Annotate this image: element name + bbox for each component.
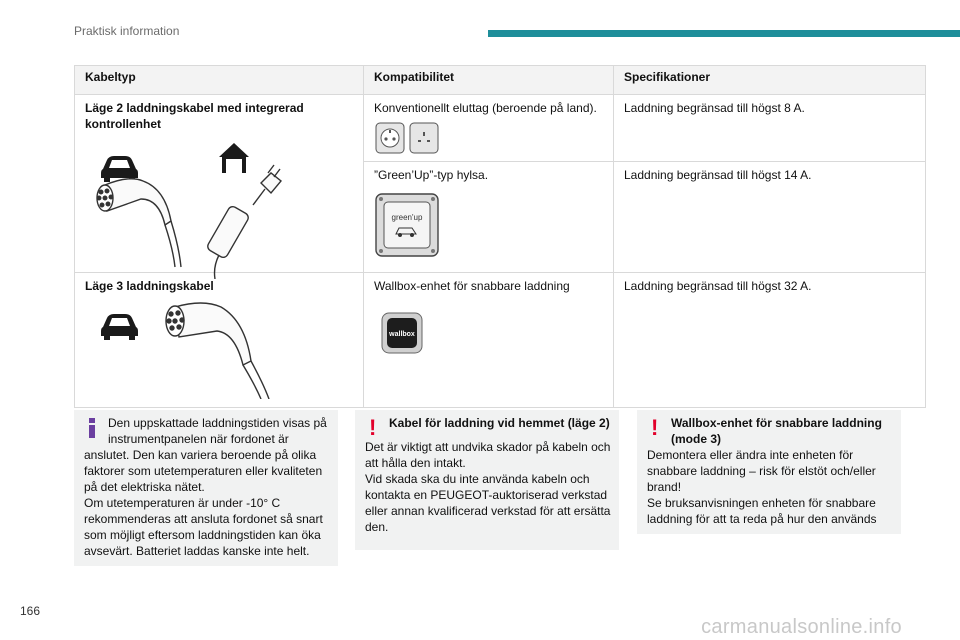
warning-text: Det är viktigt att undvika skador på kabeln och att hålla den intakt. [365,440,611,470]
spec-cell: Laddning begränsad till högst 14 A. [614,162,926,273]
watermark: carmanualsonline.info [701,616,902,638]
table-row [75,95,926,162]
info-note [74,410,338,566]
cable-cell-mode3 [75,273,364,408]
info-note-first-line: Den uppskattade laddningstiden visas på instrumentpanelen när fordonet är [108,416,327,446]
section-title: Praktisk information [74,24,180,38]
control-box-plug-icon [206,165,281,279]
type2-connector-icon [166,303,269,399]
charging-cable-table [74,65,926,408]
type-j-socket-icon [410,123,438,153]
page-number: 166 [20,604,41,618]
header-accent-bar [488,30,960,37]
warning-icon: ! [369,415,377,440]
compat-cell [364,95,614,162]
greenup-socket-icon [374,192,440,258]
cable-type-label: Läge 3 laddningskabel [85,279,214,293]
house-icon [219,143,249,173]
column-header-compatibility: Kompatibilitet [364,66,614,95]
compatibility-text: Wallbox-enhet för snabbare laddning [374,279,570,293]
compat-cell [364,162,614,273]
home-cable-warning [355,410,619,550]
info-note-text: anslutet. Den kan variera beroende på olika faktorer som utetemperaturen eller kvaliteten på det elektriska nätet. [84,448,323,494]
greenup-label: green'up [391,213,423,222]
type2-connector-icon [97,179,181,267]
column-header-cable-type: Kabeltyp [75,66,364,95]
column-header-specifications: Specifikationer [614,66,926,95]
warning-icon: ! [651,415,659,440]
wallbox-label: wallbox [389,331,415,338]
mode2-cable-illustration [85,139,335,279]
info-note-temperature: Om utetemperaturen är under -10° C rekommenderas att ansluta fordonet så snart som möjligt eftersom laddningstiden kan öka avsevärt. Batteriet laddas kanske inte helt. [84,496,323,558]
cable-cell-mode2 [75,95,364,273]
warning-title: Kabel för laddning vid hemmet (läge 2) [389,416,610,430]
cable-type-label: Läge 2 laddningskabel med integrerad kontrollenhet [85,101,304,131]
compat-cell [364,273,614,408]
table-row [75,273,926,408]
info-icon [88,418,97,438]
mode3-cable-illustration [95,299,295,399]
spec-cell: Laddning begränsad till högst 8 A. [614,95,926,162]
spec-cell: Laddning begränsad till högst 32 A. [614,273,926,408]
domestic-socket-icons [374,121,444,161]
table-header-row [75,66,926,95]
wallbox-warning [637,410,901,534]
warning-title: Wallbox-enhet för snabbare laddning (mode 3) [671,416,882,446]
compatibility-text: ”Green’Up”-typ hylsa. [374,168,489,182]
compatibility-text: Konventionellt eluttag (beroende på land). [374,101,597,115]
wallbox-icon [380,311,424,355]
type-e-socket-icon [376,123,404,153]
warning-text: Vid skada ska du inte använda kabeln och kontakta en PEUGEOT-auktoriserad verkstad eller annan kvalificerad verkstad för att ersätta den. [365,472,611,534]
warning-text: Se bruksanvisningen enheten för snabbare laddning för att ta reda på hur den används [647,496,877,526]
car-icon [101,314,138,340]
warning-text: Demontera eller ändra inte enheten för snabbare laddning – risk för elstöt och/eller brand! [647,448,876,494]
